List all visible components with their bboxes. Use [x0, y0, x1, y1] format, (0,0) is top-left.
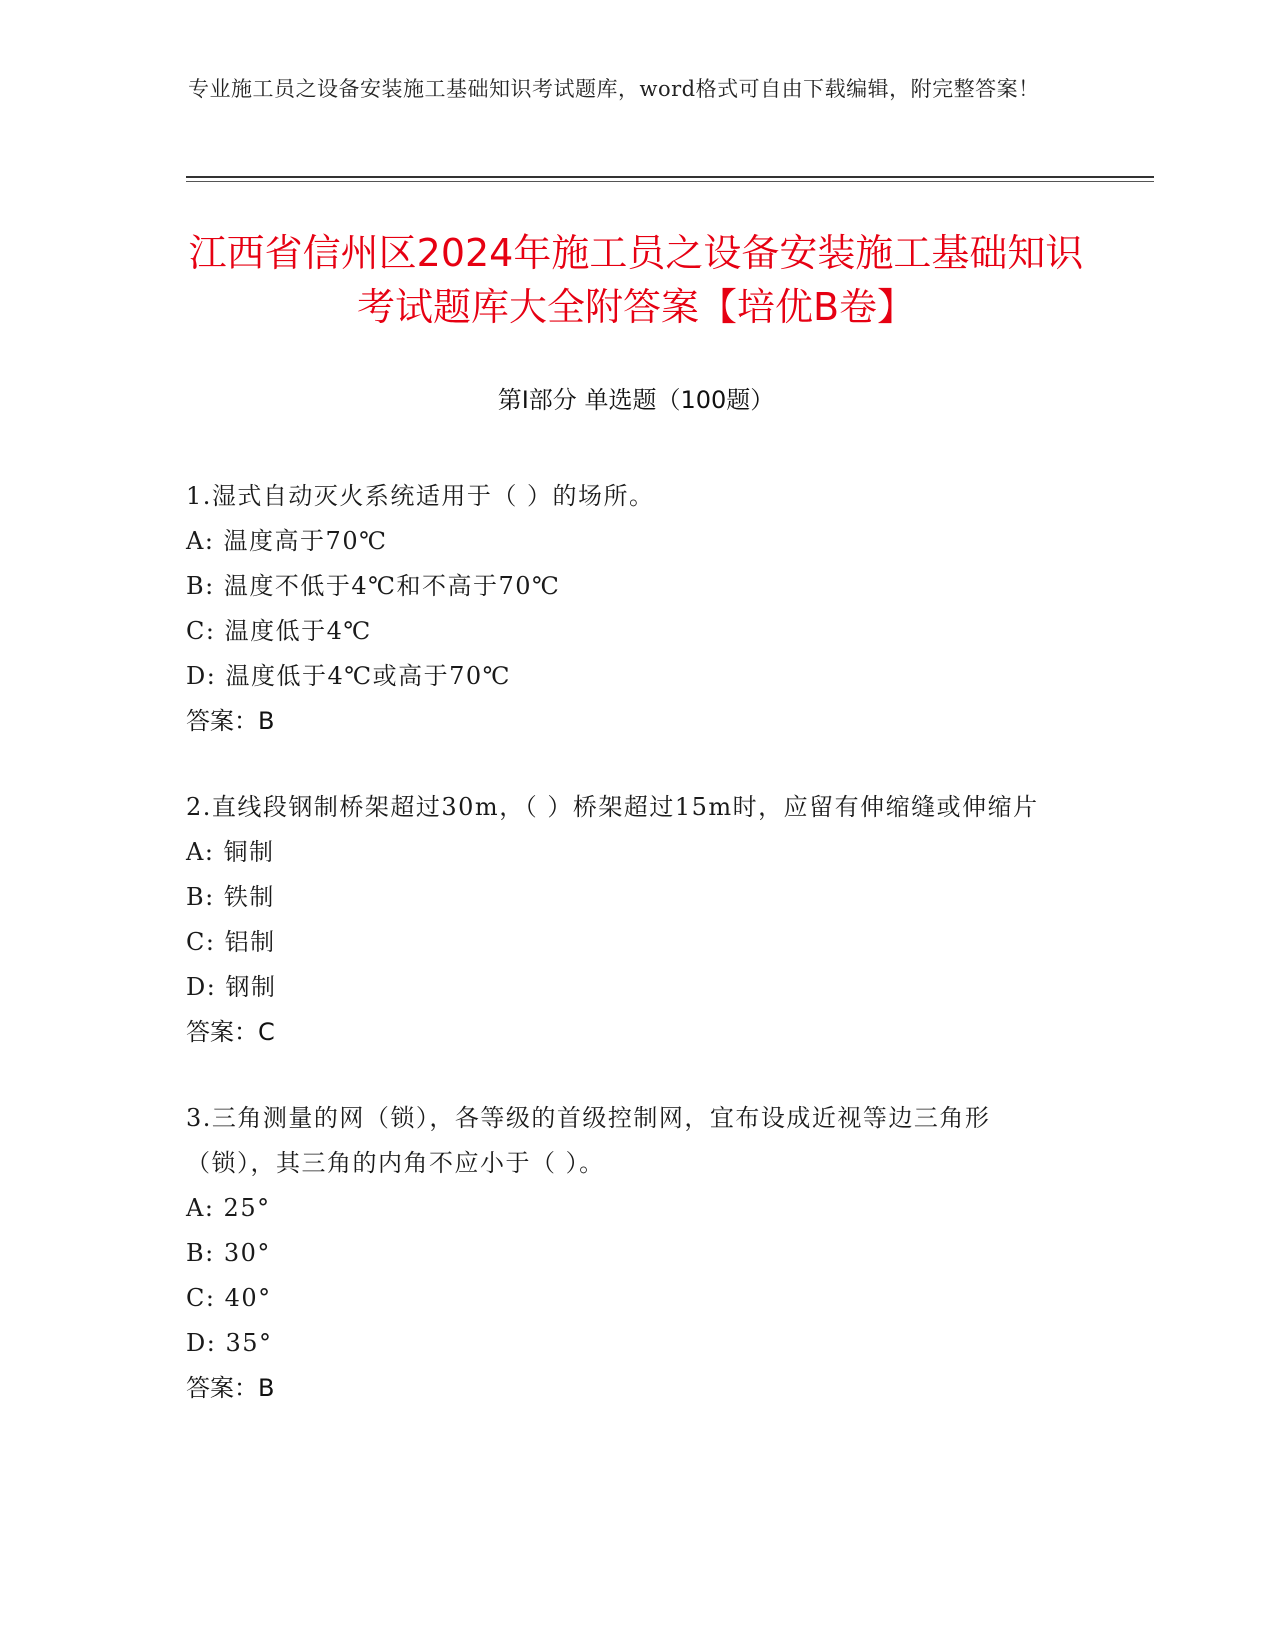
option-d: D: 钢制 — [186, 973, 277, 1001]
option-a: A: 铜制 — [186, 838, 275, 866]
option-d: D: 35° — [186, 1329, 273, 1357]
section-heading: 第I部分 单选题（100题） — [497, 386, 775, 414]
header-divider-thick — [186, 176, 1154, 178]
answer-line: 答案：B — [186, 707, 275, 735]
answer-line: 答案：B — [186, 1374, 275, 1402]
option-a: A: 温度高于70℃ — [186, 527, 388, 555]
answer-line: 答案：C — [186, 1018, 275, 1046]
option-b: B: 30° — [186, 1239, 271, 1267]
option-d: D: 温度低于4℃或高于70℃ — [186, 662, 511, 690]
question-stem: 1.湿式自动灭火系统适用于（ ）的场所。 — [186, 482, 655, 510]
option-c: C: 40° — [186, 1284, 272, 1312]
question-stem: 3.三角测量的网（锁），各等级的首级控制网，宜布设成近视等边三角形（锁），其三角的内角不应小于（ ）。 — [186, 1104, 991, 1177]
option-b: B: 温度不低于4℃和不高于70℃ — [186, 572, 561, 600]
option-a: A: 25° — [186, 1194, 271, 1222]
option-b: B: 铁制 — [186, 883, 275, 911]
question-item — [186, 1096, 1066, 1411]
header-note: 专业施工员之设备安装施工基础知识考试题库，word格式可自由下载编辑，附完整答案！ — [188, 77, 1040, 101]
question-item — [186, 474, 1066, 744]
option-c: C: 铝制 — [186, 928, 276, 956]
question-list — [186, 474, 1066, 1452]
option-c: C: 温度低于4℃ — [186, 617, 372, 645]
question-item — [186, 785, 1066, 1055]
question-stem: 2.直线段钢制桥架超过30m，（ ）桥架超过15m时，应留有伸缩缝或伸缩片 — [186, 793, 1039, 821]
document-title: 江西省信州区2024年施工员之设备安装施工基础知识考试题库大全附答案【培优B卷】 — [188, 231, 1084, 329]
header-divider-thin — [186, 181, 1154, 182]
